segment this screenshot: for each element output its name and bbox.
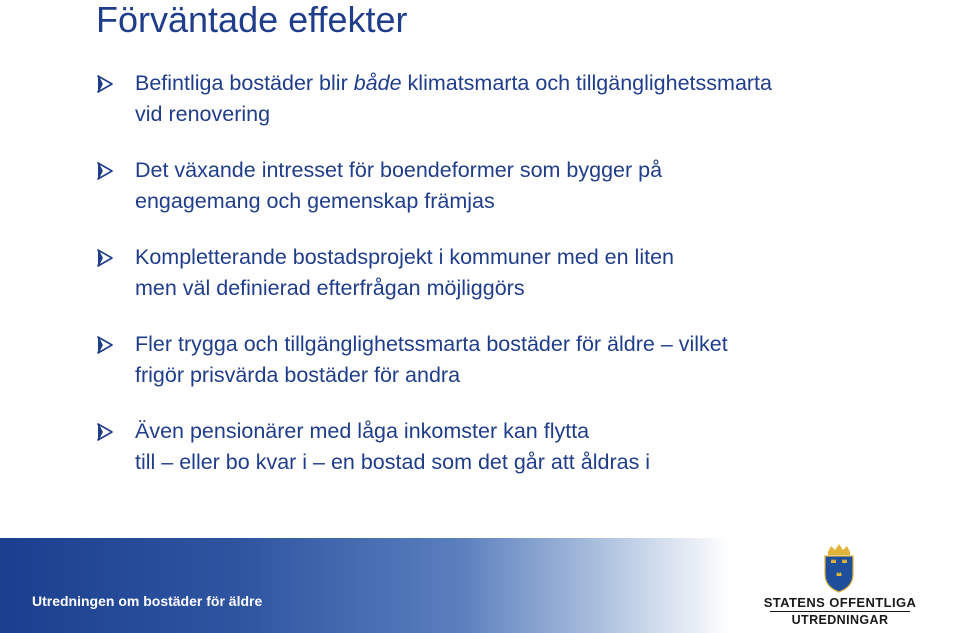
arrowhead-bullet-icon xyxy=(96,75,114,93)
bullet-text: Befintliga bostäder blir xyxy=(135,71,354,95)
bullet-item xyxy=(96,329,916,391)
bullet-item xyxy=(96,155,916,217)
bullet-list xyxy=(96,68,916,478)
bullet-line: men väl definierad efterfrågan möjliggörs xyxy=(135,276,525,300)
bullet-line xyxy=(135,68,916,99)
bullet-item xyxy=(96,68,916,130)
bullet-item xyxy=(96,416,916,478)
arrowhead-bullet-icon xyxy=(96,423,114,441)
bullet-line: engagemang och gemenskap främjas xyxy=(135,189,495,213)
slide-title: Förväntade effekter xyxy=(96,0,408,40)
bullet-line: Kompletterande bostadsprojekt i kommuner med en liten xyxy=(135,245,674,269)
three-crowns-crest-icon xyxy=(822,543,856,593)
bullet-item xyxy=(96,242,916,304)
bullet-line: Fler trygga och tillgänglighetssmarta bostäder för äldre – vilket xyxy=(135,332,728,356)
logo-divider xyxy=(770,611,910,612)
arrowhead-bullet-icon xyxy=(96,249,114,267)
bullet-line: frigör prisvärda bostäder för andra xyxy=(135,363,461,387)
sou-logo xyxy=(760,543,920,628)
logo-text-line2: UTREDNINGAR xyxy=(791,613,889,627)
arrowhead-bullet-icon xyxy=(96,162,114,180)
logo-text-line1: STATENS OFFENTLIGA xyxy=(763,595,917,610)
arrowhead-bullet-icon xyxy=(96,336,114,354)
footer-label: Utredningen om bostäder för äldre xyxy=(32,593,263,609)
bullet-text: klimatsmarta och tillgänglighetssmarta xyxy=(401,71,772,95)
bullet-line: Även pensionärer med låga inkomster kan flytta xyxy=(135,419,590,443)
bullet-line: vid renovering xyxy=(135,102,271,126)
bullet-emphasis: både xyxy=(353,71,402,95)
bullet-line: till – eller bo kvar i – en bostad som det går att åldras i xyxy=(135,450,651,474)
bullet-line: Det växande intresset för boendeformer som bygger på xyxy=(135,158,663,182)
